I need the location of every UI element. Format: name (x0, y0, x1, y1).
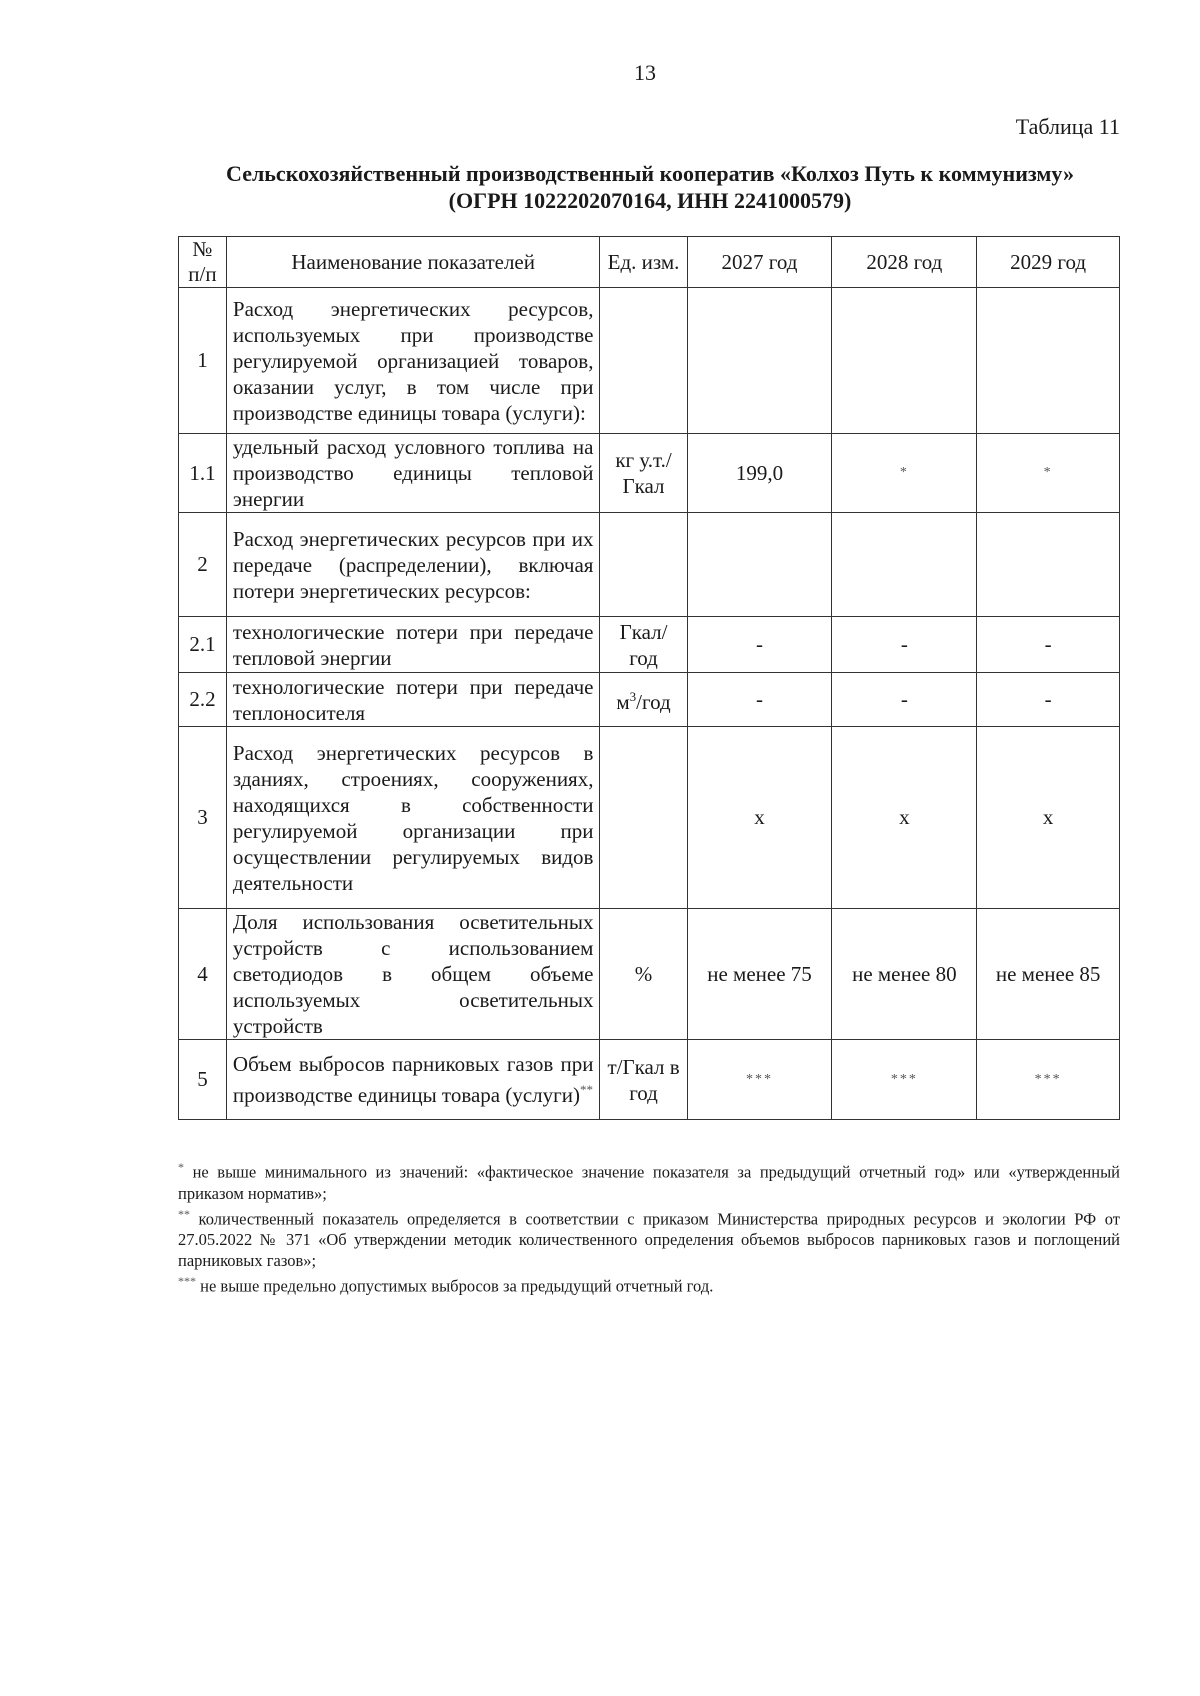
table-row (179, 513, 1120, 617)
table-row (179, 434, 1120, 513)
header-year-2028: 2028 год (832, 237, 977, 288)
row-name: Расход энергетических ресурсов при их передаче (распределении), включая потери энергетических ресурсов: (226, 513, 600, 617)
row-name: Расход энергетических ресурсов, используемых при производстве регулируемой организацией товаров, оказании услуг, в том числе при производстве единицы товара (услуги): (226, 288, 600, 434)
footnote (178, 1204, 1120, 1272)
footnote-mark: ** (178, 1206, 190, 1221)
footnote-mark: *** (178, 1274, 196, 1288)
row-num: 2 (179, 513, 227, 617)
row-unit (600, 513, 687, 617)
page-number: 13 (634, 60, 656, 85)
row-num: 2.1 (179, 617, 227, 673)
row-value-2027: не менее 75 (687, 909, 832, 1040)
unit-tail: /год (636, 690, 671, 714)
table-row (179, 288, 1120, 434)
row-unit (600, 727, 687, 909)
footnote-text: количественный показатель определяется в соответствии с приказом Министерства природных ресурсов и экологии РФ от 27.05.2022 № 371 «Об утверждении методик количественного определения объемов выбросов парниковых газов и поглощений парниковых газов»; (178, 1209, 1120, 1270)
row-name (226, 1040, 600, 1120)
row-name: удельный расход условного топлива на производство единицы тепловой энергии (226, 434, 600, 513)
row-value-2027 (687, 288, 832, 434)
row-unit (600, 288, 687, 434)
table-row (179, 617, 1120, 673)
row-unit (600, 673, 687, 727)
table-row (179, 1040, 1120, 1120)
row-num: 5 (179, 1040, 227, 1120)
unit-superscript: 3 (629, 689, 637, 704)
unit-base: м (616, 690, 630, 714)
table-label: Таблица 11 (1015, 114, 1120, 139)
row-num: 3 (179, 727, 227, 909)
row-value-2027: - (687, 617, 832, 673)
row-value-2028: * (832, 434, 977, 513)
footnote-mark: * (178, 1160, 184, 1174)
row-value-2028: *** (832, 1040, 977, 1120)
header-num: № п/п (179, 237, 227, 288)
row-num: 4 (179, 909, 227, 1040)
footnote-mark: ** (580, 1082, 594, 1097)
row-unit: т/Гкал в год (600, 1040, 687, 1120)
footnote-text: не выше минимального из значений: «фактическое значение показателя за предыдущий отчетный год» или «утвержденный приказом норматив»; (178, 1162, 1120, 1203)
row-value-2029: не менее 85 (977, 909, 1120, 1040)
row-unit: % (600, 909, 687, 1040)
row-num: 2.2 (179, 673, 227, 727)
header-year-2027: 2027 год (687, 237, 832, 288)
row-name: Доля использования осветительных устройств с использованием светодиодов в общем объеме используемых осветительных устройств (226, 909, 600, 1040)
indicators-table (178, 236, 1120, 1120)
row-unit: кг у.т./ Гкал (600, 434, 687, 513)
row-value-2028 (832, 513, 977, 617)
table-header-row (179, 237, 1120, 288)
heading-registration: (ОГРН 1022202070164, ИНН 2241000579) (448, 188, 852, 213)
document-heading (170, 160, 1130, 214)
table-row (179, 727, 1120, 909)
row-value-2027 (687, 513, 832, 617)
row-num: 1 (179, 288, 227, 434)
row-value-2029: *** (977, 1040, 1120, 1120)
footnotes (178, 1157, 1120, 1297)
row-name: технологические потери при передаче тепловой энергии (226, 617, 600, 673)
header-unit: Ед. изм. (600, 237, 687, 288)
row-num: 1.1 (179, 434, 227, 513)
row-value-2027: *** (687, 1040, 832, 1120)
footnote (178, 1157, 1120, 1204)
header-year-2029: 2029 год (977, 237, 1120, 288)
row-value-2029: - (977, 673, 1120, 727)
row-value-2027: 199,0 (687, 434, 832, 513)
row-value-2028: не менее 80 (832, 909, 977, 1040)
row-name: технологические потери при передаче теплоносителя (226, 673, 600, 727)
row-value-2027: - (687, 673, 832, 727)
row-value-2028 (832, 288, 977, 434)
row-value-2029 (977, 513, 1120, 617)
header-name: Наименование показателей (226, 237, 600, 288)
footnote (178, 1271, 1120, 1297)
heading-organization: Сельскохозяйственный производственный кооператив «Колхоз Путь к коммунизму» (226, 161, 1074, 186)
row-name: Расход энергетических ресурсов в зданиях, строениях, сооружениях, находящихся в собственности регулируемой организации при осуществлении регулируемых видов деятельности (226, 727, 600, 909)
row-value-2029 (977, 288, 1120, 434)
row-value-2029: * (977, 434, 1120, 513)
row-value-2028: - (832, 673, 977, 727)
row-value-2027: х (687, 727, 832, 909)
row-unit: Гкал/ год (600, 617, 687, 673)
row-value-2029: - (977, 617, 1120, 673)
table-row (179, 673, 1120, 727)
row-name-text: Объем выбросов парниковых газов при производстве единицы товара (услуги) (232, 1052, 594, 1107)
row-value-2028: х (832, 727, 977, 909)
row-value-2028: - (832, 617, 977, 673)
row-value-2029: х (977, 727, 1120, 909)
table-row (179, 909, 1120, 1040)
footnote-text: не выше предельно допустимых выбросов за предыдущий отчетный год. (200, 1276, 714, 1296)
